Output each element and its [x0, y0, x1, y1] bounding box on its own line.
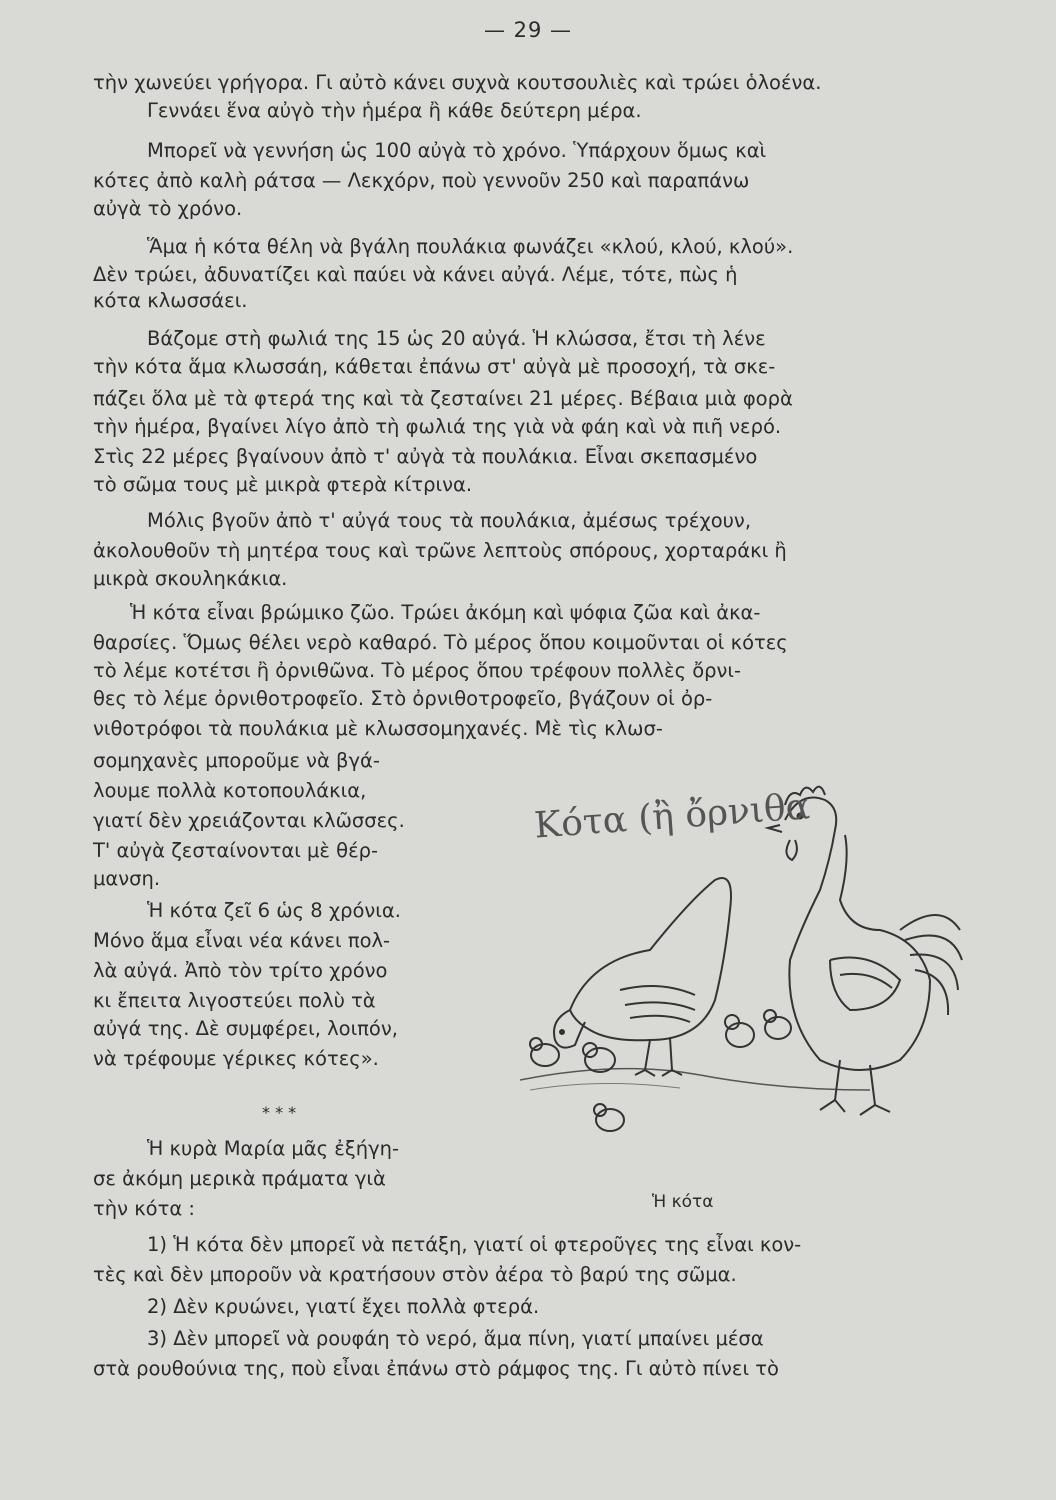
text-line: 1) Ἡ κότα δὲν μπορεῖ νὰ πετάξη, γιατί οἱ φτεροῦγες της εἶναι κον- [147, 1233, 802, 1256]
text-line: λουμε πολλὰ κοτοπουλάκια, [93, 779, 367, 802]
handwritten-note: Κότα (ἢ ὄρνιθα [532, 786, 812, 847]
text-line: κότα κλωσσάει. [93, 289, 248, 312]
text-line: Δὲν τρώει, ἀδυνατίζει καὶ παύει νὰ κάνει αὐγά. Λέμε, τότε, πὼς ἡ [93, 263, 738, 286]
text-line: μανση. [93, 867, 161, 890]
illustration-caption: Ἡ κότα [652, 1192, 714, 1212]
text-line: σε ἀκόμη μερικὰ πράματα γιὰ [93, 1167, 386, 1190]
text-line: τὴν χωνεύει γρήγορα. Γι αὐτὸ κάνει συχνὰ κουτσουλιὲς καὶ τρώει ὁλοένα. [93, 71, 822, 94]
text-line: γιατί δὲν χρειάζονται κλῶσσες. [93, 809, 405, 832]
text-line: λὰ αὐγά. Ἀπὸ τὸν τρίτο χρόνο [93, 959, 388, 982]
text-line: στὰ ρουθούνια της, ποὺ εἶναι ἐπάνω στὸ ράμφος της. Γι αὐτὸ πίνει τὸ [93, 1357, 779, 1380]
text-line: Ἡ κυρὰ Μαρία μᾶς ἐξήγη- [147, 1137, 400, 1160]
text-line: Μόλις βγοῦν ἀπὸ τ' αὐγά τους τὰ πουλάκια, ἀμέσως τρέχουν, [147, 509, 752, 532]
text-line: Ἅμα ἡ κότα θέλη νὰ βγάλη πουλάκια φωνάζει «κλού, κλού, κλού». [147, 235, 794, 258]
text-line: κότες ἀπὸ καλὴ ράτσα — Λεκχόρν, ποὺ γεννοῦν 250 καὶ παραπάνω [93, 169, 750, 192]
page-number: — 29 — [483, 18, 573, 42]
text-line: θαρσίες. Ὅμως θέλει νερὸ καθαρό. Τὸ μέρος ὅπου κοιμοῦνται οἱ κότες [93, 631, 788, 654]
text-line: τὸ λέμε κοτέτσι ἢ ὀρνιθῶνα. Τὸ μέρος ὅπου τρέφουν πολλὲς ὄρνι- [93, 659, 742, 682]
text-line: ἀκολουθοῦν τὴ μητέρα τους καὶ τρῶνε λεπτοὺς σπόρους, χορταράκι ἢ [93, 539, 787, 562]
text-line: Γεννάει ἕνα αὐγὸ τὴν ἡμέρα ἢ κάθε δεύτερη μέρα. [147, 99, 642, 122]
text-line: σομηχανὲς μποροῦμε νὰ βγά- [93, 749, 380, 772]
text-line: τὲς καὶ δὲν μποροῦν νὰ κρατήσουν στὸν ἀέρα τὸ βαρύ της σῶμα. [93, 1263, 737, 1286]
text-line: αὐγά της. Δὲ συμφέρει, λοιπόν, [93, 1017, 398, 1040]
text-line: Στὶς 22 μέρες βγαίνουν ἀπὸ τ' αὐγὰ τὰ πουλάκια. Εἶναι σκεπασμένο [93, 445, 758, 468]
text-line: Ἡ κότα ζεῖ 6 ὡς 8 χρόνια. [147, 899, 401, 922]
text-line: 3) Δὲν μπορεῖ νὰ ρουφάη τὸ νερό, ἅμα πίνη, γιατί μπαίνει μέσα [147, 1327, 764, 1350]
text-line: νὰ τρέφουμε γέρικες κότες». [93, 1047, 379, 1070]
text-line: Μόνο ἅμα εἶναι νέα κάνει πολ- [93, 929, 391, 952]
text-line: τὸ σῶμα τους μὲ μικρὰ φτερὰ κίτρινα. [93, 473, 473, 496]
text-line: αὐγὰ τὸ χρόνο. [93, 197, 243, 220]
text-line: κι ἔπειτα λιγοστεύει πολὺ τὰ [93, 989, 376, 1012]
text-line: τὴν ἡμέρα, βγαίνει λίγο ἀπὸ τὴ φωλιά της γιὰ νὰ φάη καὶ νὰ πιῆ νερό. [93, 415, 782, 438]
text-line: Μπορεῖ νὰ γεννήση ὡς 100 αὐγὰ τὸ χρόνο. Ὑπάρχουν ὅμως καὶ [147, 139, 767, 162]
text-line: πάζει ὅλα μὲ τὰ φτερά της καὶ τὰ ζεσταίνει 21 μέρες. Βέβαια μιὰ φορὰ [93, 387, 793, 410]
text-line: 2) Δὲν κρυώνει, γιατί ἔχει πολλὰ φτερά. [147, 1295, 540, 1318]
text-line: νιθοτρόφοι τὰ πουλάκια μὲ κλωσσομηχανές. Μὲ τὶς κλωσ- [93, 717, 663, 740]
text-line: τὴν κότα : [93, 1197, 195, 1220]
text-line: Ἡ κότα εἶναι βρώμικο ζῶο. Τρώει ἀκόμη καὶ ψόφια ζῶα καὶ ἀκα- [130, 601, 761, 624]
text-line: θες τὸ λέμε ὀρνιθοτροφεῖο. Στὸ ὀρνιθοτροφεῖο, βγάζουν οἱ ὀρ- [93, 687, 713, 710]
text-line: Βάζομε στὴ φωλιά της 15 ὡς 20 αὐγά. Ἡ κλώσσα, ἔτσι τὴ λένε [147, 327, 766, 350]
text-line: μικρὰ σκουληκάκια. [93, 567, 288, 590]
section-separator: * * * [262, 1103, 297, 1122]
text-line: τὴν κότα ἅμα κλωσσάη, κάθεται ἐπάνω στ' αὐγὰ μὲ προσοχή, τὰ σκε- [93, 355, 776, 378]
text-line: Τ' αὐγὰ ζεσταίνονται μὲ θέρ- [93, 839, 379, 862]
